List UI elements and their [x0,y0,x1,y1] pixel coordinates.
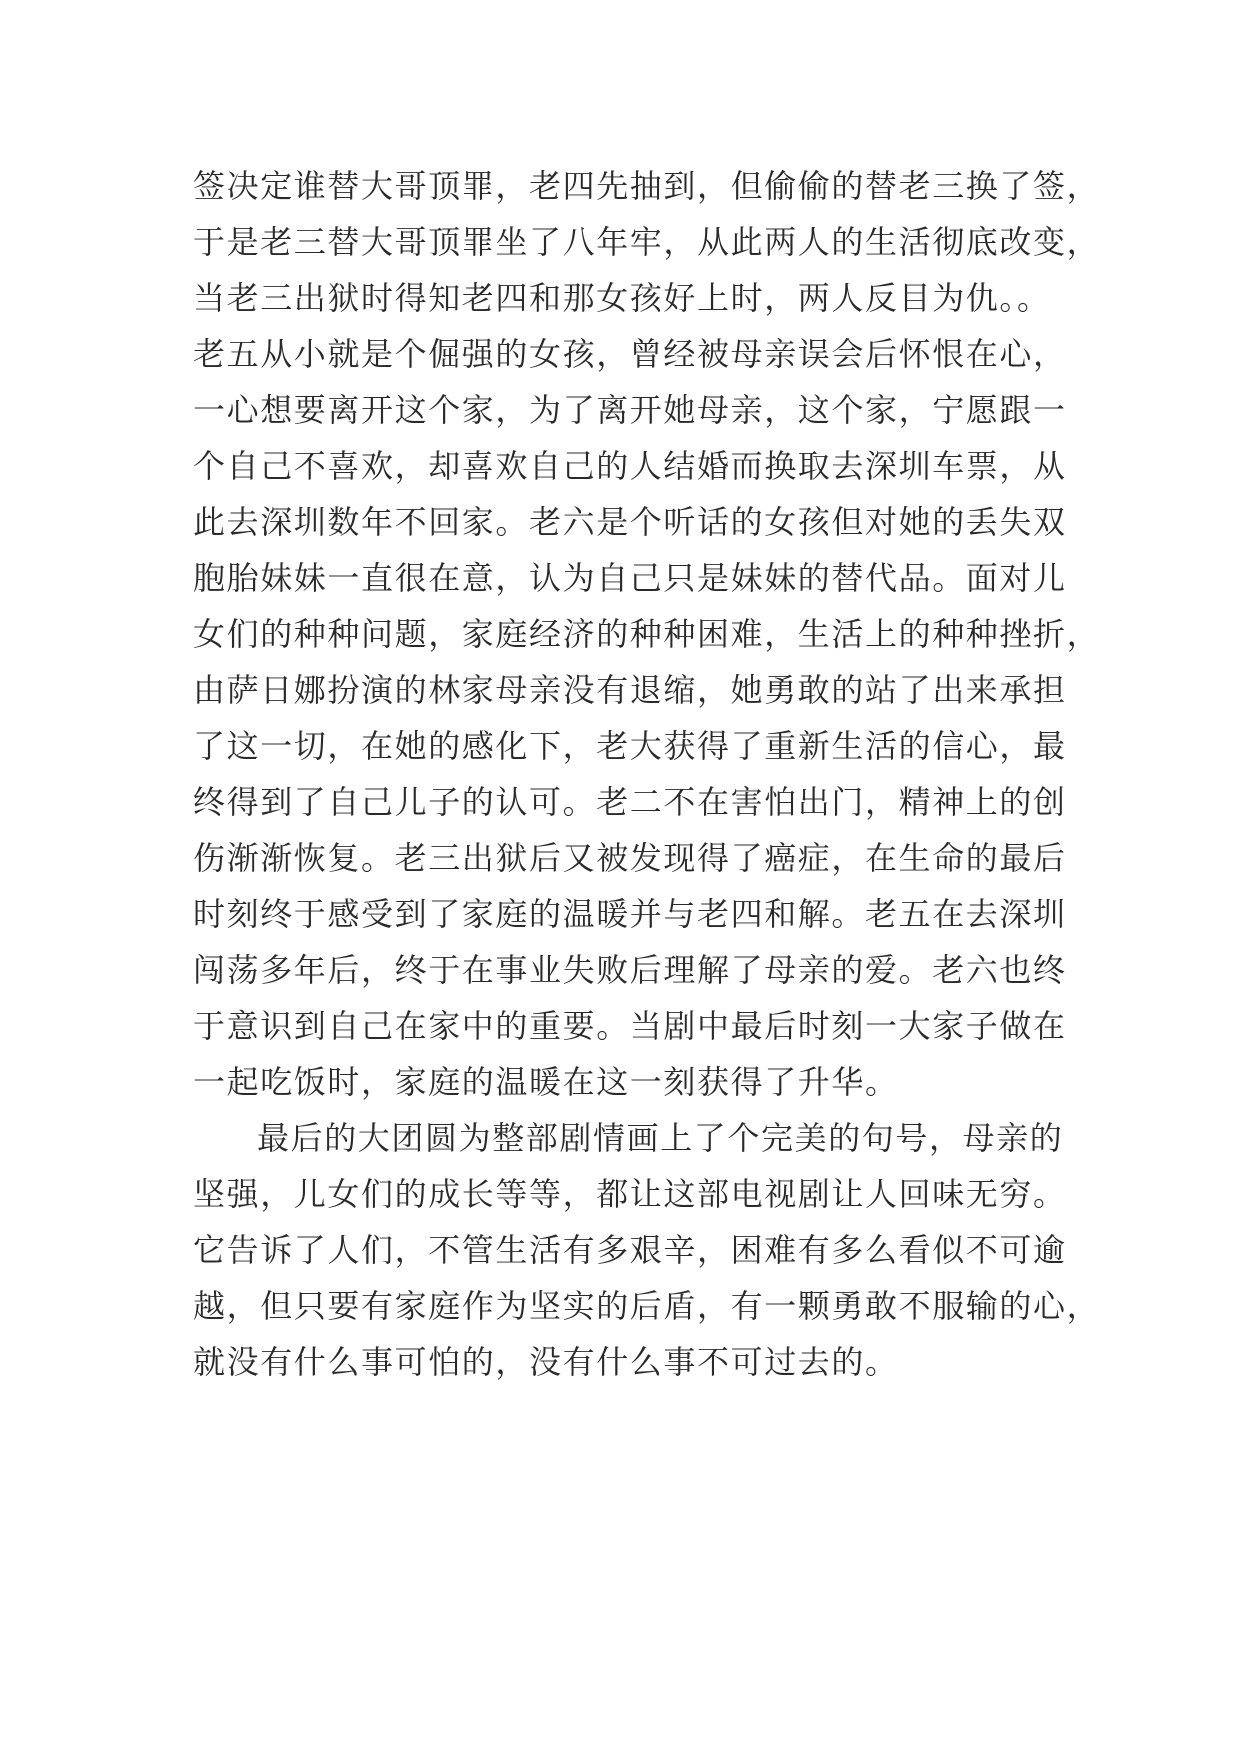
text-line: 由萨日娜扮演的林家母亲没有退缩，她勇敢的站了出来承担 [193,671,1067,709]
text-line: 一心想要离开这个家，为了离开她母亲，这个家，宁愿跟一 [193,391,1067,429]
text-line: 伤渐渐恢复。老三出狱后又被发现得了癌症，在生命的最后 [193,839,1067,877]
text-line: 签决定谁替大哥顶罪，老四先抽到，但偷偷的替老三换了签， [193,167,1101,205]
body-text [193,158,1101,1390]
text-line: 女们的种种问题，家庭经济的种种困难，生活上的种种挫折， [193,615,1101,653]
text-line: 越，但只要有家庭作为坚实的后盾，有一颗勇敢不服输的心， [193,1287,1101,1325]
paragraph-1 [193,158,1101,1110]
text-line: 终得到了自己儿子的认可。老二不在害怕出门，精神上的创 [193,783,1067,821]
text-line: 最后的大团圆为整部剧情画上了个完美的句号，母亲的 [257,1119,1064,1157]
text-line: 个自己不喜欢，却喜欢自己的人结婚而换取去深圳车票，从 [193,447,1067,485]
text-line: 当老三出狱时得知老四和那女孩好上时，两人反目为仇。。 [193,279,1051,317]
text-line: 了这一切，在她的感化下，老大获得了重新生活的信心，最 [193,727,1067,765]
paragraph-2 [193,1110,1101,1390]
text-line: 胞胎妹妹一直很在意，认为自己只是妹妹的替代品。面对儿 [193,559,1067,597]
text-line: 此去深圳数年不回家。老六是个听话的女孩但对她的丢失双 [193,503,1067,541]
text-line: 闯荡多年后，终于在事业失败后理解了母亲的爱。老六也终 [193,951,1067,989]
text-line: 一起吃饭时，家庭的温暖在这一刻获得了升华。 [193,1063,899,1101]
text-line: 坚强，儿女们的成长等等，都让这部电视剧让人回味无穷。 [193,1175,1067,1213]
text-line: 于是老三替大哥顶罪坐了八年牢，从此两人的生活彻底改变， [193,223,1101,261]
text-line: 就没有什么事可怕的，没有什么事不可过去的。 [193,1343,899,1381]
text-line: 老五从小就是个倔强的女孩，曾经被母亲误会后怀恨在心， [193,335,1067,373]
text-line: 于意识到自己在家中的重要。当剧中最后时刻一大家子做在 [193,1007,1067,1045]
text-line: 时刻终于感受到了家庭的温暖并与老四和解。老五在去深圳 [193,895,1067,933]
text-line: 它告诉了人们，不管生活有多艰辛，困难有多么看似不可逾 [193,1231,1067,1269]
